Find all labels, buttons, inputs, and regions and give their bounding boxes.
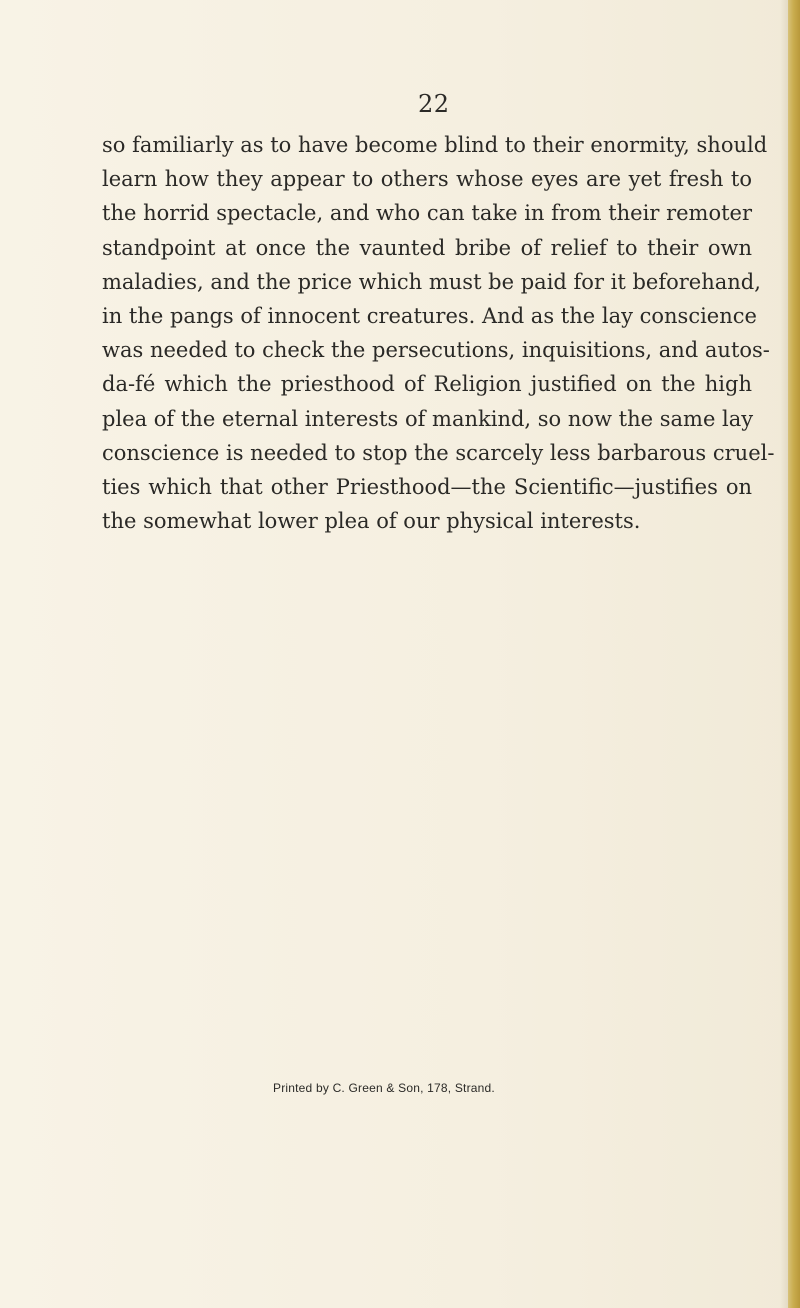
page-number: 22 xyxy=(418,90,450,118)
page-gutter-shadow xyxy=(780,0,788,1308)
text-line: was needed to check the persecutions, inquisitions, and autos- xyxy=(102,338,770,363)
text-line: the somewhat lower plea of our physical interests. xyxy=(102,509,641,534)
text-line: in the pangs of innocent creatures. And as the lay conscience xyxy=(102,304,757,329)
text-line: standpoint at once the vaunted bribe of relief to their own xyxy=(102,235,752,260)
text-line: the horrid spectacle, and who can take in from their remoter xyxy=(102,201,752,226)
printer-imprint: Printed by C. Green & Son, 178, Strand. xyxy=(273,1081,495,1095)
text-line: ties which that other Priesthood—the Scientific—justifies on xyxy=(102,475,752,500)
text-line: learn how they appear to others whose eyes are yet fresh to xyxy=(102,167,752,192)
text-line: so familiarly as to have become blind to their enormity, should xyxy=(102,133,768,157)
text-line: plea of the eternal interests of mankind, so now the same lay xyxy=(102,406,754,431)
text-line: da-fé which the priesthood of Religion justified on the high xyxy=(102,372,752,397)
text-line: maladies, and the price which must be paid for it beforehand, xyxy=(102,269,761,294)
text-line: conscience is needed to stop the scarcely less barbarous cruel- xyxy=(102,440,775,465)
gilt-page-edge xyxy=(788,0,800,1308)
body-paragraph xyxy=(102,128,775,538)
